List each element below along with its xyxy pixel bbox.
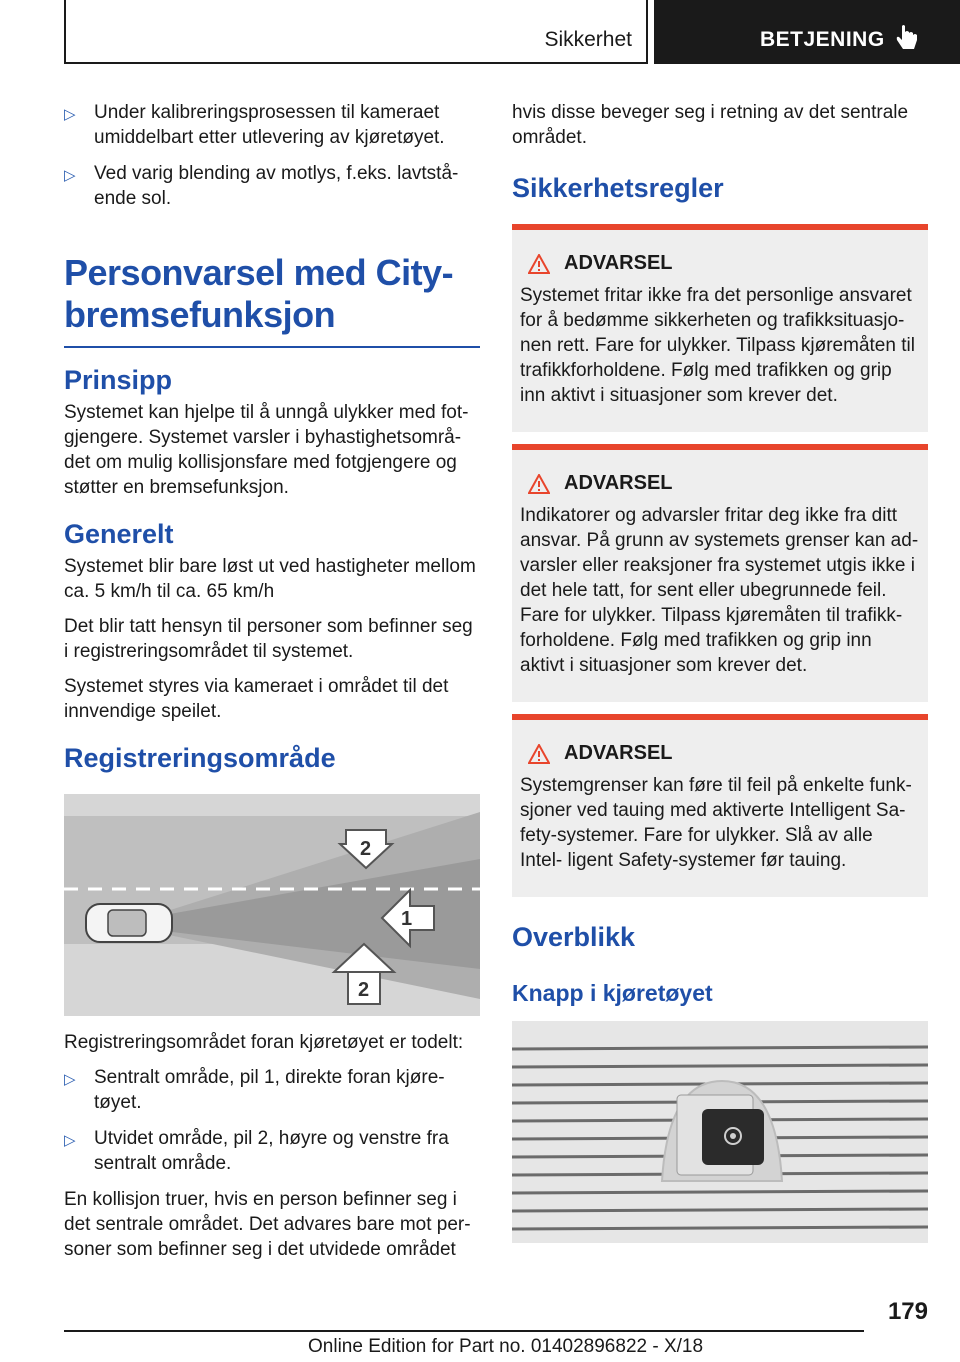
header-chapter-tab bbox=[654, 0, 960, 64]
header-section-box bbox=[64, 0, 648, 64]
section-heading-overblikk: Overblikk bbox=[512, 922, 636, 952]
warning-box bbox=[512, 714, 928, 897]
triangle-bullet-icon: ▷ bbox=[64, 106, 76, 123]
registrering-intro: Registreringsområdet foran kjøretøyet er todelt: bbox=[64, 1032, 464, 1053]
generelt-paragraph: Systemet blir bare løst ut ved hastigheter mellom ca. 5 km/h til ca. 65 km/h bbox=[64, 556, 476, 602]
top-bullet-list bbox=[64, 100, 480, 211]
zone-bullet-list bbox=[64, 1065, 480, 1176]
car-icon bbox=[86, 904, 172, 942]
list-item: ▷ Under kalibreringsprosessen til kameraet umiddelbart etter utlevering av kjøretøyet. bbox=[64, 102, 445, 148]
arrow-label: 1 bbox=[401, 908, 413, 930]
section-heading-prinsipp: Prinsipp bbox=[64, 365, 173, 395]
arrow-label: 2 bbox=[360, 838, 372, 860]
dashboard-button-illustration bbox=[512, 1021, 928, 1243]
pointing-hand-icon bbox=[894, 24, 920, 54]
triangle-bullet-icon: ▷ bbox=[64, 167, 76, 184]
section-heading-generelt: Generelt bbox=[64, 519, 174, 549]
warning-text: Indikatorer og advarsler fritar deg ikke fra ditt ansvar. På grunn av systemets grenser kan ad- varsler eller reaksjoner fra systemet utgis ikke i det hele tatt, for sent eller ubegrunnede feil. Fare for ulykker. Tilpass kjøremåten til trafikk- forholdene. Følg med trafikken og grip inn aktivt i situasjoner som krever det. bbox=[520, 505, 919, 676]
page-title: Personvarsel med City- bremsefunksjon bbox=[64, 252, 454, 335]
list-item: ▷ Ved varig blending av motlys, f.eks. lavtstå- ende sol. bbox=[64, 163, 459, 209]
list-item: ▷ Utvidet område, pil 2, høyre og venstre fra sentralt område. bbox=[64, 1128, 449, 1174]
section-heading-sikkerhetsregler: Sikkerhetsregler bbox=[512, 173, 724, 203]
arrow-label: 2 bbox=[358, 979, 370, 1001]
warning-title: ADVARSEL bbox=[520, 472, 920, 495]
page-number: 179 bbox=[887, 1298, 928, 1325]
continuation-text: hvis disse beveger seg i retning av det sentrale området. bbox=[512, 102, 909, 148]
generelt-paragraph: Systemet styres via kameraet i området til det innvendige speilet. bbox=[64, 676, 449, 722]
warning-triangle-icon bbox=[528, 744, 550, 764]
triangle-bullet-icon: ▷ bbox=[64, 1071, 76, 1088]
warning-text: Systemet fritar ikke fra det personlige ansvaret for å bedømme sikkerheten og trafikksituasjo- nen rett. Fare for ulykker. Tilpass kjøremåten til trafikkforholdene. Følg med trafikken og grip inn aktivt i situasjoner som krever det. bbox=[520, 285, 915, 406]
detection-zone-figure bbox=[64, 794, 480, 1016]
header-section-title: Sikkerhet bbox=[544, 28, 632, 51]
warning-box bbox=[512, 444, 928, 702]
right-column bbox=[512, 100, 928, 1243]
registrering-outro: En kollisjon truer, hvis en person befinner seg i det sentrale området. Det advares bare mot per- soner som befinner seg i det utvidede området bbox=[64, 1189, 471, 1260]
vehicle-button-photo bbox=[512, 1021, 928, 1243]
warning-title: ADVARSEL bbox=[520, 742, 920, 765]
prinsipp-text: Systemet kan hjelpe til å unngå ulykker med fot- gjengere. Systemet varsler i byhastighetsområ- det om mulig kollisjonsfare med fotgjengere og støtter en bremsefunksjon. bbox=[64, 402, 469, 498]
footer-edition-text: Online Edition for Part no. 01402896822 - X/18 bbox=[308, 1336, 704, 1357]
warning-text: Systemgrenser kan føre til feil på enkelte funk- sjoner ved tauing med aktiverte Intelligent Sa- fety-systemer. Fare for ulykker. Slå av alle Intel- ligent Safety-systemer før tauing. bbox=[520, 775, 912, 871]
list-item: ▷ Sentralt område, pil 1, direkte foran kjøre- tøyet. bbox=[64, 1067, 445, 1113]
warning-title: ADVARSEL bbox=[520, 252, 920, 275]
generelt-paragraph: Det blir tatt hensyn til personer som befinner seg i registreringsområdet til systemet. bbox=[64, 616, 473, 662]
header-chapter-title: BETJENING bbox=[760, 28, 885, 51]
title-divider bbox=[64, 346, 480, 348]
detection-zone-diagram bbox=[64, 794, 480, 1016]
triangle-bullet-icon: ▷ bbox=[64, 1132, 76, 1149]
warning-box bbox=[512, 224, 928, 432]
section-heading-registrering: Registreringsområde bbox=[64, 743, 336, 773]
warning-triangle-icon bbox=[528, 254, 550, 274]
footer-divider bbox=[64, 1330, 864, 1332]
warning-triangle-icon bbox=[528, 474, 550, 494]
left-column bbox=[64, 100, 480, 1272]
subheading-knapp: Knapp i kjøretøyet bbox=[512, 980, 713, 1006]
